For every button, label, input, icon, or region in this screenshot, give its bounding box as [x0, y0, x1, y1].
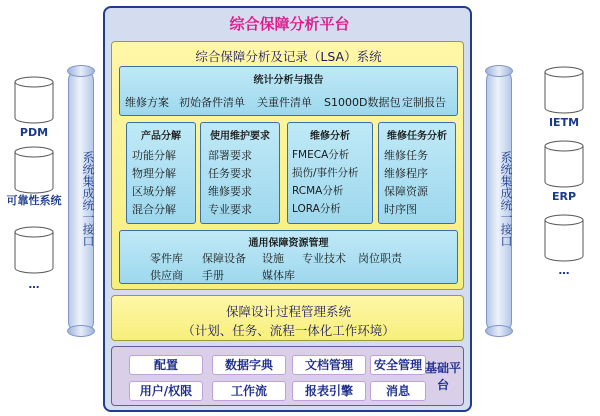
maintenance-item: 损伤/事件分析	[292, 167, 359, 179]
stats-item: S1000D数据包	[324, 96, 401, 109]
system-label-reliability: 可靠性系统	[6, 194, 62, 207]
usage-item: 部署要求	[208, 149, 252, 162]
resource-item: 媒体库	[262, 269, 295, 282]
stats-item: 关重件清单	[257, 96, 312, 109]
maintenance-task-title: 维修任务分析	[387, 131, 447, 142]
database-icon-other-right	[544, 214, 584, 262]
report-engine-button[interactable]: 报表引擎	[292, 381, 366, 401]
right-integration-interface	[486, 70, 512, 332]
task-item: 维修任务	[384, 149, 428, 162]
process-subtitle: （计划、任务、流程一体化工作环境）	[182, 323, 395, 338]
support-resources-title: 通用保障资源管理	[248, 238, 329, 249]
stats-item: 初始备件清单	[179, 96, 245, 109]
right-interface-label: 系统集成统一接口	[499, 151, 513, 247]
usage-requirements-title: 使用维护要求	[210, 131, 270, 142]
usage-requirements-box	[200, 122, 280, 224]
resource-item: 零件库	[150, 252, 183, 265]
database-icon-ietm	[544, 66, 584, 114]
process-title: 保障设计过程管理系统	[225, 304, 351, 319]
base-platform	[111, 346, 464, 406]
product-item: 混合分解	[132, 203, 176, 216]
usage-item: 任务要求	[208, 167, 252, 180]
data-dictionary-button[interactable]: 数据字典	[212, 355, 286, 375]
maintenance-item: LORA分析	[292, 203, 341, 215]
maintenance-item: FMECA分析	[292, 149, 350, 161]
stats-report-box	[119, 66, 458, 116]
resource-item: 设施	[262, 252, 284, 265]
product-item: 物理分解	[132, 167, 176, 180]
database-icon-reliability	[14, 146, 54, 194]
resource-item: 专业技术	[302, 252, 346, 265]
workflow-button[interactable]: 工作流	[212, 381, 286, 401]
resource-item: 手册	[202, 269, 224, 282]
system-label-ietm: IETM	[548, 116, 580, 129]
resource-item: 保障设备	[202, 252, 246, 265]
resource-item: 供应商	[150, 269, 183, 282]
base-platform-label: 基础平台	[424, 361, 461, 392]
lsa-system	[111, 41, 464, 290]
left-integration-interface	[68, 70, 94, 332]
usage-item: 维修要求	[208, 185, 252, 198]
system-label-erp: ERP	[551, 190, 577, 203]
lsa-title: 综合保障分析及记录（LSA）系统	[195, 49, 382, 64]
design-process-management	[111, 295, 464, 341]
product-decomposition-title: 产品分解	[141, 131, 181, 142]
database-icon-pdm	[14, 76, 54, 124]
stats-item: 定制报告	[402, 96, 446, 109]
maintenance-analysis-title: 维修分析	[310, 131, 350, 142]
left-interface-label: 系统集成统一接口	[81, 151, 95, 247]
message-button[interactable]: 消息	[370, 381, 426, 401]
stats-report-title: 统计分析与报告	[253, 75, 324, 86]
resource-item: 岗位职责	[358, 252, 402, 265]
maintenance-task-box	[378, 122, 456, 224]
system-label-pdm: PDM	[19, 126, 49, 139]
product-item: 区域分解	[132, 185, 176, 198]
task-item: 保障资源	[384, 185, 428, 198]
task-item: 维修程序	[384, 167, 428, 180]
config-button[interactable]: 配置	[129, 355, 203, 375]
database-icon-erp	[544, 140, 584, 188]
maintenance-item: RCMA分析	[292, 185, 344, 197]
system-label-other-left: …	[28, 278, 40, 291]
system-label-other-right: …	[558, 264, 570, 277]
document-management-button[interactable]: 文档管理	[292, 355, 366, 375]
product-item: 功能分解	[132, 149, 176, 162]
stats-item: 维修方案	[125, 96, 169, 109]
database-icon-other-left	[14, 226, 54, 274]
maintenance-analysis-box	[287, 122, 373, 224]
product-decomposition-box	[126, 122, 196, 224]
user-permission-button[interactable]: 用户/权限	[129, 381, 203, 401]
security-management-button[interactable]: 安全管理	[370, 355, 426, 375]
integrated-support-platform	[103, 6, 472, 412]
support-resources-box	[119, 230, 458, 284]
platform-title: 综合保障分析平台	[229, 15, 350, 33]
usage-item: 专业要求	[208, 203, 252, 216]
task-item: 时序图	[384, 203, 417, 216]
